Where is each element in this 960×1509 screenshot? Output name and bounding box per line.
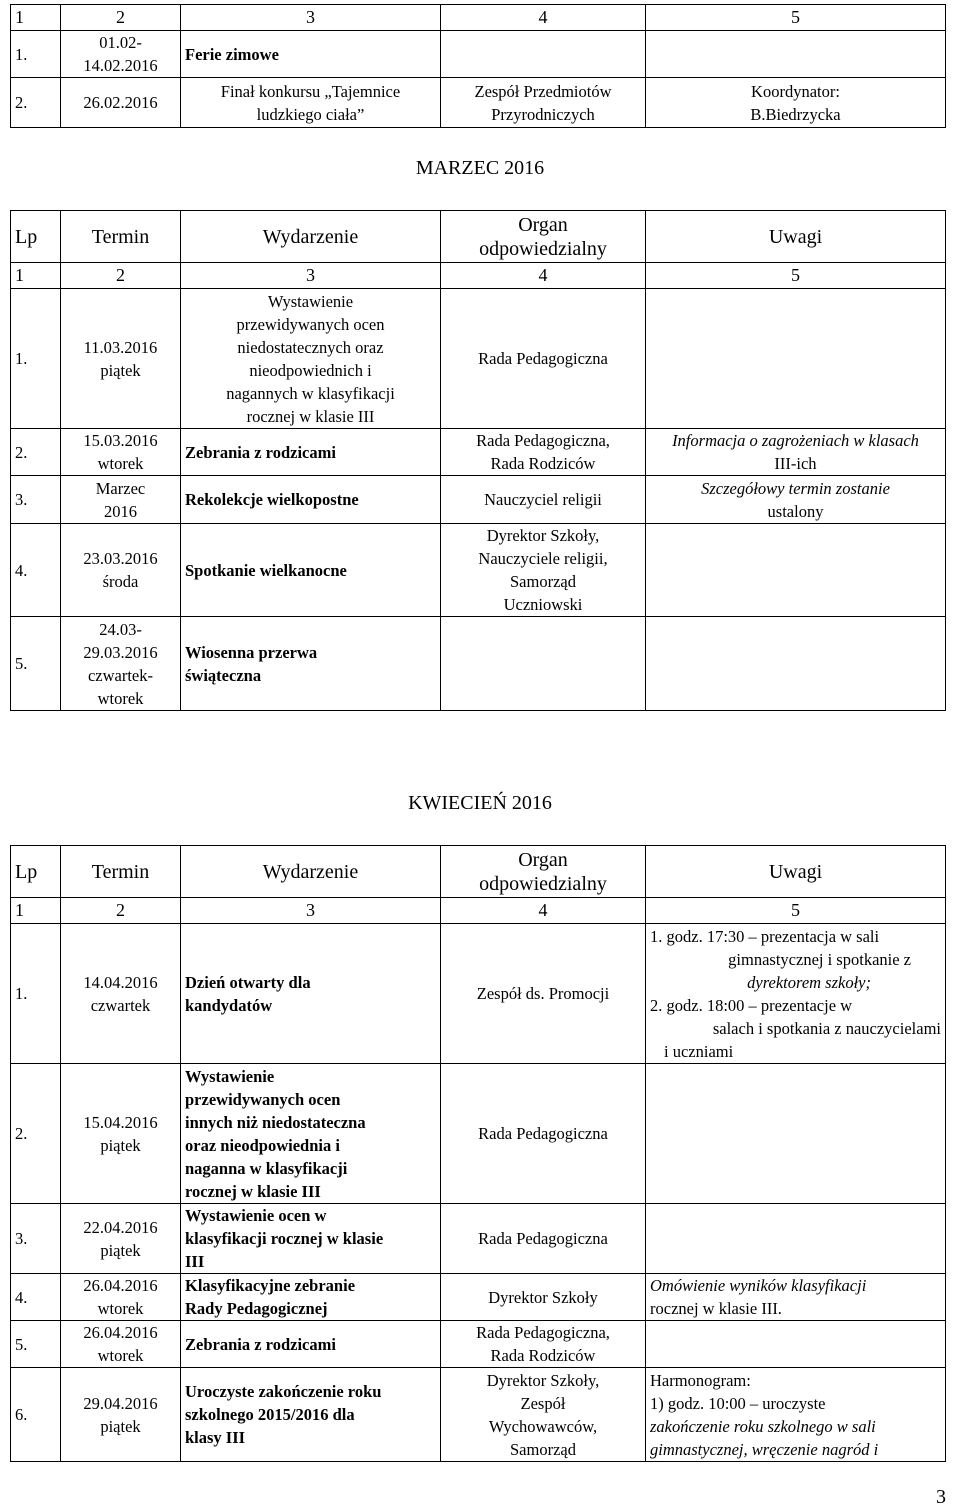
termin-line: piątek [100, 1135, 141, 1155]
uwagi-line: III-ich [774, 454, 817, 473]
table-row [11, 429, 946, 476]
uwagi-line: gimnastycznej i spotkanie z [728, 949, 911, 969]
lp-cell: 4. [11, 1274, 61, 1321]
uwagi-cell [646, 1064, 946, 1204]
organ-line: Samorząd [510, 572, 576, 591]
organ-cell [441, 429, 646, 476]
header-termin: Termin [61, 211, 181, 263]
termin-line: 11.03.2016 [83, 337, 158, 357]
table-row [11, 1321, 946, 1368]
header-row [11, 211, 946, 263]
april-title: KWIECIEŃ 2016 [408, 792, 552, 814]
lp-cell: 2. [11, 1064, 61, 1204]
header-organ [441, 211, 646, 263]
table-row [11, 1274, 946, 1321]
uwagi-cell [646, 1368, 946, 1462]
termin-cell [61, 1204, 181, 1274]
wydarzenie-line: Dzień otwarty dla [185, 972, 311, 992]
col-num: 3 [181, 898, 441, 924]
col-num: 3 [181, 263, 441, 289]
wydarzenie-line: Wystawienie [185, 1066, 275, 1086]
uwagi-cell [646, 429, 946, 476]
lp-cell: 3. [11, 476, 61, 524]
termin-line: środa [102, 572, 139, 591]
termin-line: 2016 [104, 501, 137, 521]
header-lp: Lp [11, 846, 61, 898]
termin-line: 29.03.2016 [83, 642, 158, 662]
termin-cell [61, 1321, 181, 1368]
march-title: MARZEC 2016 [415, 157, 545, 179]
lp-cell: 1. [11, 31, 61, 78]
organ-line: Dyrektor Szkoły, [486, 1370, 600, 1390]
wydarzenie-line: Klasyfikacyjne zebranie [185, 1276, 356, 1295]
page-number: 3 [936, 1486, 946, 1508]
header-uwagi: Uwagi [646, 846, 946, 898]
column-number-row [11, 5, 946, 31]
lp-cell: 5. [11, 617, 61, 711]
wydarzenie-line: świąteczna [185, 665, 262, 685]
wydarzenie-line: niedostatecznych oraz [237, 337, 384, 357]
wydarzenie-cell: Rekolekcje wielkopostne [181, 476, 441, 524]
termin-line: Marzec [95, 478, 146, 498]
wydarzenie-line: rocznej w klasie III [185, 1181, 321, 1201]
termin-line: 26.04.2016 [83, 1276, 158, 1295]
termin-cell [61, 289, 181, 429]
march-table [10, 210, 946, 711]
col-num: 1 [11, 263, 61, 289]
uwagi-line: i uczniami [664, 1041, 734, 1061]
wydarzenie-cell [181, 78, 441, 128]
uwagi-line: 2. godz. 18:00 – prezentacje w [650, 995, 853, 1015]
uwagi-cell [646, 1204, 946, 1274]
wydarzenie-line: Rady Pedagogicznej [185, 1299, 328, 1318]
header-uwagi: Uwagi [646, 211, 946, 263]
organ-line: Wychowawców, [488, 1416, 598, 1436]
lp-cell: 2. [11, 78, 61, 128]
termin-line: 22.04.2016 [83, 1217, 158, 1237]
wydarzenie-cell [181, 1274, 441, 1321]
organ-cell [441, 31, 646, 78]
organ-line: Rada Pedagogiczna, [476, 1323, 610, 1342]
termin-line: piątek [100, 360, 141, 380]
col-num: 4 [441, 898, 646, 924]
uwagi-cell [646, 524, 946, 617]
wydarzenie-cell [181, 1368, 441, 1462]
wydarzenie-cell [181, 289, 441, 429]
header-termin: Termin [61, 846, 181, 898]
wydarzenie-line: innych niż niedostateczna [185, 1112, 366, 1132]
organ-line: Zespół Przedmiotów [474, 81, 612, 101]
uwagi-line: Informacja o zagrożeniach w klasach [672, 431, 919, 450]
termin-line: 23.03.2016 [83, 549, 158, 568]
termin-line: wtorek [97, 454, 144, 473]
organ-cell: Rada Pedagogiczna [441, 1204, 646, 1274]
lp-cell: 1. [11, 924, 61, 1064]
col-num: 2 [61, 263, 181, 289]
table-row [11, 476, 946, 524]
table-row [11, 78, 946, 128]
header-wydarzenie: Wydarzenie [181, 211, 441, 263]
table-row [11, 1368, 946, 1462]
col-num: 4 [441, 5, 646, 31]
wydarzenie-cell: Spotkanie wielkanocne [181, 524, 441, 617]
wydarzenie-line: nieodpowiednich i [249, 360, 372, 380]
wydarzenie-line: Wystawienie ocen w [185, 1206, 327, 1225]
uwagi-line: 1. godz. 17:30 – prezentacja w sali [650, 926, 880, 946]
uwagi-line: Omówienie wyników klasyfikacji [650, 1276, 867, 1295]
lp-cell: 6. [11, 1368, 61, 1462]
wydarzenie-line: Uroczyste zakończenie roku [185, 1382, 382, 1401]
col-num: 5 [646, 263, 946, 289]
col-num: 3 [181, 5, 441, 31]
february-table [10, 4, 946, 128]
table-row [11, 617, 946, 711]
termin-line: 15.04.2016 [83, 1112, 158, 1132]
wydarzenie-cell: Ferie zimowe [181, 31, 441, 78]
uwagi-cell [646, 1274, 946, 1321]
table-row [11, 31, 946, 78]
termin-line: wtorek [97, 1346, 144, 1365]
april-table [10, 845, 946, 1462]
termin-line: 15.03.2016 [83, 431, 158, 450]
termin-line: czwartek- [87, 665, 154, 685]
organ-cell [441, 78, 646, 128]
wydarzenie-line: Finał konkursu „Tajemnice [220, 81, 401, 101]
uwagi-cell [646, 1321, 946, 1368]
uwagi-line: dyrektorem szkoły; [747, 972, 871, 992]
uwagi-cell [646, 617, 946, 711]
termin-cell [61, 1368, 181, 1462]
col-num: 5 [646, 898, 946, 924]
organ-cell [441, 1321, 646, 1368]
uwagi-line: 1) godz. 10:00 – uroczyste [650, 1393, 826, 1413]
table-row [11, 1064, 946, 1204]
termin-cell [61, 31, 181, 78]
organ-line: Zespół [520, 1393, 566, 1413]
uwagi-line: zakończenie roku szkolnego w sali [650, 1416, 876, 1436]
organ-cell: Rada Pedagogiczna [441, 289, 646, 429]
lp-cell: 2. [11, 429, 61, 476]
termin-line: piątek [100, 1416, 141, 1436]
wydarzenie-line: przewidywanych ocen [236, 314, 385, 334]
wydarzenie-cell [181, 1064, 441, 1204]
wydarzenie-line: klasyfikacji rocznej w klasie [185, 1229, 384, 1248]
col-num: 2 [61, 898, 181, 924]
termin-cell [61, 924, 181, 1064]
wydarzenie-line: oraz nieodpowiednia i [185, 1135, 340, 1155]
header-wydarzenie: Wydarzenie [181, 846, 441, 898]
uwagi-cell [646, 31, 946, 78]
termin-cell [61, 617, 181, 711]
uwagi-cell [646, 476, 946, 524]
column-number-row [11, 263, 946, 289]
header-lp: Lp [11, 211, 61, 263]
wydarzenie-cell: Zebrania z rodzicami [181, 1321, 441, 1368]
termin-line: wtorek [97, 1299, 144, 1318]
col-num: 2 [61, 5, 181, 31]
header-organ-line: odpowiedzialny [479, 237, 607, 260]
wydarzenie-line: naganna w klasyfikacji [185, 1158, 348, 1178]
termin-line: 01.02- [99, 33, 142, 52]
termin-cell [61, 1274, 181, 1321]
wydarzenie-line: rocznej w klasie III [246, 406, 375, 426]
uwagi-line: B.Biedrzycka [750, 104, 841, 124]
organ-cell [441, 524, 646, 617]
wydarzenie-line: szkolnego 2015/2016 dla [185, 1405, 355, 1424]
organ-line: Przyrodniczych [491, 104, 595, 124]
uwagi-cell [646, 78, 946, 128]
termin-line: 29.04.2016 [83, 1393, 158, 1413]
termin-line: wtorek [97, 688, 144, 708]
column-number-row [11, 898, 946, 924]
header-organ-line: Organ [518, 848, 568, 871]
wydarzenie-line: przewidywanych ocen [185, 1089, 341, 1109]
col-num: 5 [646, 5, 946, 31]
uwagi-cell [646, 924, 946, 1064]
termin-line: 24.03- [99, 619, 142, 639]
wydarzenie-line: ludzkiego ciała” [256, 104, 365, 124]
termin-line: 26.04.2016 [83, 1323, 158, 1342]
uwagi-line: ustalony [767, 501, 824, 521]
col-num: 4 [441, 263, 646, 289]
termin-line: czwartek [90, 995, 151, 1015]
table-row [11, 924, 946, 1064]
organ-line: Rada Rodziców [490, 454, 596, 473]
wydarzenie-cell: Zebrania z rodzicami [181, 429, 441, 476]
header-organ-line: Organ [518, 213, 568, 236]
header-organ-line: odpowiedzialny [479, 872, 607, 895]
wydarzenie-line: Wystawienie [267, 291, 354, 311]
organ-line: Rada Rodziców [490, 1346, 596, 1365]
organ-line: Samorząd [510, 1439, 576, 1459]
termin-cell [61, 524, 181, 617]
uwagi-line: Szczegółowy termin zostanie [701, 478, 890, 498]
uwagi-line: Harmonogram: [650, 1370, 751, 1390]
table-row [11, 289, 946, 429]
organ-line: Nauczyciele religii, [478, 549, 608, 568]
organ-line: Dyrektor Szkoły, [486, 526, 600, 545]
table-row [11, 1204, 946, 1274]
wydarzenie-line: Wiosenna przerwa [185, 642, 318, 662]
wydarzenie-cell [181, 1204, 441, 1274]
lp-cell: 5. [11, 1321, 61, 1368]
organ-line: Uczniowski [503, 595, 583, 614]
uwagi-line: rocznej w klasie III. [650, 1299, 782, 1318]
wydarzenie-cell [181, 617, 441, 711]
uwagi-line: Koordynator: [751, 81, 840, 101]
uwagi-cell [646, 289, 946, 429]
header-row [11, 846, 946, 898]
termin-cell: 26.02.2016 [61, 78, 181, 128]
termin-cell [61, 429, 181, 476]
header-organ [441, 846, 646, 898]
organ-cell: Nauczyciel religii [441, 476, 646, 524]
termin-cell [61, 1064, 181, 1204]
wydarzenie-cell [181, 924, 441, 1064]
col-num: 1 [11, 5, 61, 31]
organ-cell: Dyrektor Szkoły [441, 1274, 646, 1321]
organ-line: Rada Pedagogiczna, [476, 431, 610, 450]
termin-line: 14.04.2016 [83, 972, 158, 992]
lp-cell: 3. [11, 1204, 61, 1274]
lp-cell: 1. [11, 289, 61, 429]
termin-line: 14.02.2016 [83, 56, 158, 75]
wydarzenie-line: klasy III [185, 1428, 246, 1447]
uwagi-line: salach i spotkania z nauczycielami [712, 1018, 941, 1038]
termin-cell [61, 476, 181, 524]
organ-cell: Zespół ds. Promocji [441, 924, 646, 1064]
lp-cell: 4. [11, 524, 61, 617]
organ-cell [441, 617, 646, 711]
organ-cell [441, 1368, 646, 1462]
organ-cell: Rada Pedagogiczna [441, 1064, 646, 1204]
wydarzenie-line: nagannych w klasyfikacji [226, 383, 395, 403]
col-num: 1 [11, 898, 61, 924]
termin-line: piątek [100, 1240, 141, 1260]
wydarzenie-line: III [185, 1252, 205, 1271]
wydarzenie-line: kandydatów [185, 995, 273, 1015]
table-row [11, 524, 946, 617]
uwagi-line: gimnastycznej, wręczenie nagród i [650, 1439, 879, 1459]
